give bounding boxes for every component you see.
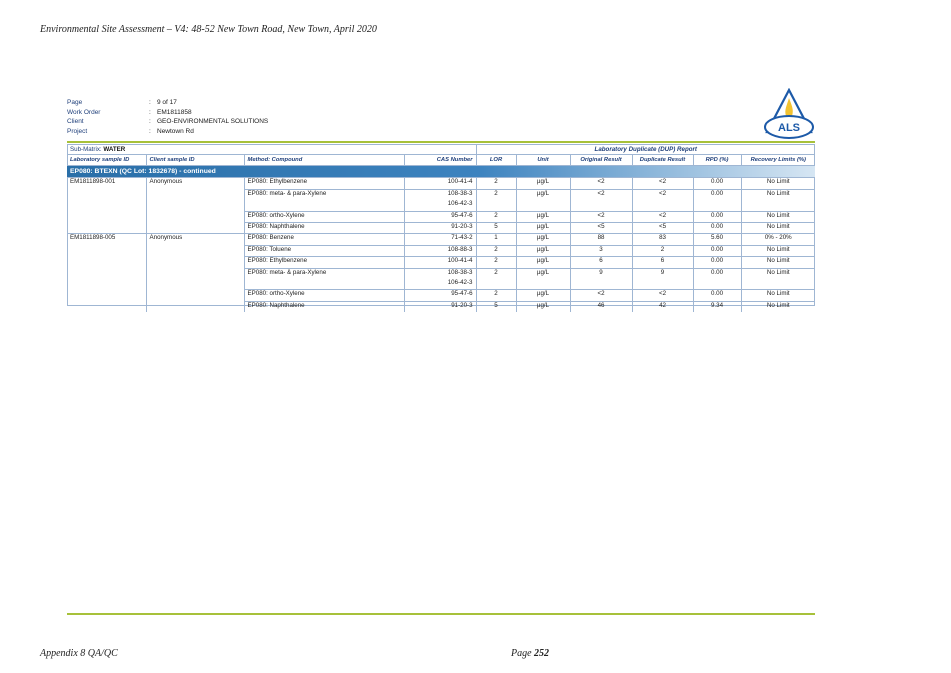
client-sample-id: Anonymous [146, 178, 244, 234]
lor: 2 [476, 268, 516, 290]
cas-number: 100-41-4 [404, 178, 476, 189]
original-result: 6 [570, 257, 632, 268]
original-result: <2 [570, 211, 632, 222]
meta-value: EM1811858 [157, 108, 192, 116]
report-meta [67, 98, 268, 136]
duplicate-result: <2 [632, 290, 693, 301]
table-row [67, 234, 815, 245]
rpd: 0.00 [693, 268, 741, 290]
col-header: Unit [516, 155, 570, 166]
original-result: <5 [570, 222, 632, 233]
recovery-limits: 0% - 20% [741, 234, 815, 245]
duplicate-result: 9 [632, 268, 693, 290]
unit: µg/L [516, 257, 570, 268]
lor: 2 [476, 211, 516, 222]
col-header: Duplicate Result [632, 155, 693, 166]
client-sample-id: Anonymous [146, 234, 244, 312]
duplicate-report-table [67, 144, 815, 312]
meta-label: Page [67, 99, 83, 106]
col-header: Client sample ID [146, 155, 244, 166]
unit: µg/L [516, 211, 570, 222]
meta-row-client: Client : GEO-ENVIRONMENTAL SOLUTIONS [67, 118, 269, 126]
section-title: EP080: BTEXN (QC Lot: 1832678) - continued [67, 166, 815, 178]
recovery-limits: No Limit [741, 245, 815, 256]
rpd: 5.60 [693, 234, 741, 245]
col-header: Recovery Limits (%) [741, 155, 815, 166]
group-2 [67, 234, 815, 312]
unit: µg/L [516, 290, 570, 301]
group-1 [67, 178, 815, 234]
rpd: 0.00 [693, 222, 741, 233]
rpd: 0.00 [693, 257, 741, 268]
col-header: Laboratory sample ID [67, 155, 146, 166]
submatrix: Sub-Matrix: WATER [70, 145, 126, 153]
lor: 1 [476, 234, 516, 245]
als-logo [763, 88, 815, 140]
rpd: 0.00 [693, 178, 741, 189]
footer-rule [67, 613, 815, 615]
meta-label: Client [67, 118, 84, 126]
col-header: CAS Number [404, 155, 476, 166]
cas-number: 108-38-3 [404, 268, 476, 279]
lor: 2 [476, 178, 516, 189]
compound: EP080: Naphthalene [244, 301, 404, 312]
page-number: 252 [534, 648, 550, 659]
cas-number: 91-20-3 [404, 301, 476, 312]
recovery-limits: No Limit [741, 178, 815, 189]
recovery-limits: No Limit [741, 222, 815, 233]
original-result: 9 [570, 268, 632, 290]
duplicate-result: 2 [632, 245, 693, 256]
compound: EP080: meta- & para-Xylene [244, 189, 404, 211]
duplicate-result: 83 [632, 234, 693, 245]
meta-label: Work Order [67, 108, 101, 116]
lab-sample-id: EM1811898-005 [67, 234, 146, 312]
meta-row-page: Page : 9 of 17 [67, 99, 177, 106]
rpd: 9.34 [693, 301, 741, 312]
compound: EP080: meta- & para-Xylene [244, 268, 404, 290]
col-header: LOR [476, 155, 516, 166]
col-header: Method: Compound [244, 155, 404, 166]
recovery-limits: No Limit [741, 268, 815, 290]
logo-text: ALS [778, 122, 800, 134]
table-row [67, 178, 815, 189]
original-result: <2 [570, 178, 632, 189]
cas-number: 108-38-3 [404, 189, 476, 200]
duplicate-result: 6 [632, 257, 693, 268]
lor: 5 [476, 222, 516, 233]
compound: EP080: Ethylbenzene [244, 257, 404, 268]
unit: µg/L [516, 301, 570, 312]
cas-number-2: 106-42-3 [404, 200, 476, 211]
recovery-limits: No Limit [741, 189, 815, 211]
lor: 2 [476, 189, 516, 211]
compound: EP080: Toluene [244, 245, 404, 256]
meta-row-work-order: Work Order : EM1811858 [67, 108, 192, 116]
footer-appendix: Appendix 8 QA/QC [40, 648, 118, 659]
compound: EP080: ortho-Xylene [244, 290, 404, 301]
rpd: 0.00 [693, 245, 741, 256]
lor: 2 [476, 257, 516, 268]
compound: EP080: Benzene [244, 234, 404, 245]
unit: µg/L [516, 189, 570, 211]
original-result: <2 [570, 189, 632, 211]
unit: µg/L [516, 245, 570, 256]
footer-page-number [511, 648, 549, 659]
duplicate-result: <2 [632, 178, 693, 189]
duplicate-result: <5 [632, 222, 693, 233]
document-header: Environmental Site Assessment – V4: 48-52 New Town Road, New Town, April 2020 [40, 24, 377, 35]
lor: 5 [476, 301, 516, 312]
duplicate-result: <2 [632, 211, 693, 222]
cas-number: 91-20-3 [404, 222, 476, 233]
lab-sample-id: EM1811898-001 [67, 178, 146, 234]
rpd: 0.00 [693, 189, 741, 211]
cas-number-2: 106-42-3 [404, 279, 476, 290]
page-label: Page [511, 648, 532, 659]
compound: EP080: Ethylbenzene [244, 178, 404, 189]
unit: µg/L [516, 178, 570, 189]
original-result: <2 [570, 290, 632, 301]
rpd: 0.00 [693, 211, 741, 222]
lor: 2 [476, 245, 516, 256]
unit: µg/L [516, 234, 570, 245]
cas-number: 95-47-6 [404, 290, 476, 301]
duplicate-result: 42 [632, 301, 693, 312]
original-result: 3 [570, 245, 632, 256]
recovery-limits: No Limit [741, 301, 815, 312]
meta-value: Newtown Rd [157, 127, 194, 135]
unit: µg/L [516, 268, 570, 290]
recovery-limits: No Limit [741, 290, 815, 301]
col-header: RPD (%) [693, 155, 741, 166]
duplicate-result: <2 [632, 189, 693, 211]
cas-number: 71-43-2 [404, 234, 476, 245]
header-rule [67, 141, 815, 143]
report-title: Laboratory Duplicate (DUP) Report [476, 144, 815, 155]
meta-label: Project [67, 127, 88, 135]
col-header: Original Result [570, 155, 632, 166]
cas-number: 108-88-3 [404, 245, 476, 256]
rpd: 0.00 [693, 290, 741, 301]
unit: µg/L [516, 222, 570, 233]
meta-value: GEO-ENVIRONMENTAL SOLUTIONS [157, 118, 269, 126]
recovery-limits: No Limit [741, 257, 815, 268]
lor: 2 [476, 290, 516, 301]
compound: EP080: ortho-Xylene [244, 211, 404, 222]
meta-row-project: Project : Newtown Rd [67, 127, 194, 135]
original-result: 46 [570, 301, 632, 312]
compound: EP080: Naphthalene [244, 222, 404, 233]
cas-number: 100-41-4 [404, 257, 476, 268]
recovery-limits: No Limit [741, 211, 815, 222]
original-result: 88 [570, 234, 632, 245]
meta-value: 9 of 17 [157, 99, 177, 106]
cas-number: 95-47-6 [404, 211, 476, 222]
